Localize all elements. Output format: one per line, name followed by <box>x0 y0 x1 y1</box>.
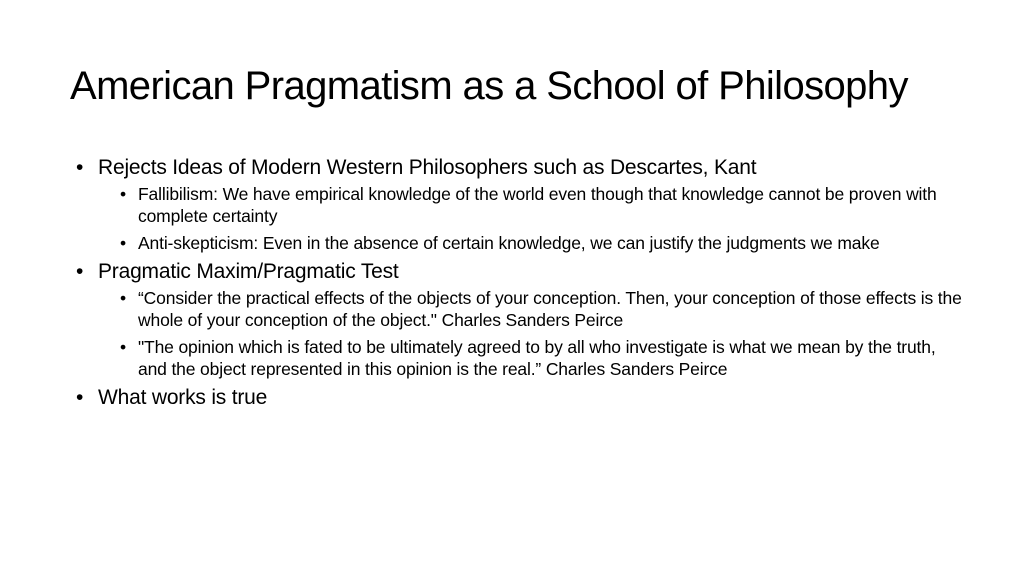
list-item-text: Rejects Ideas of Modern Western Philosophers such as Descartes, Kant <box>98 156 757 179</box>
sub-list-item <box>118 287 962 331</box>
sub-list-item-text: "The opinion which is fated to be ultimately agreed to by all who investigate is what we mean by the truth, and the object represented in this opinion is the real.” Charles Sanders Peirce <box>138 337 936 379</box>
bullet-icon: • <box>76 386 84 409</box>
bullet-list <box>72 155 962 411</box>
list-item <box>72 155 962 254</box>
sub-list-item-text: Fallibilism: We have empirical knowledge of the world even though that knowledge cannot be proven with complete certainty <box>138 184 937 226</box>
sub-list-item <box>118 336 962 380</box>
slide-body <box>72 155 962 415</box>
sub-list-item <box>118 183 962 227</box>
bullet-icon: • <box>76 156 84 179</box>
slide-title: American Pragmatism as a School of Philosophy <box>70 64 908 108</box>
bullet-icon: • <box>120 337 126 357</box>
list-item <box>72 385 962 411</box>
list-item <box>72 259 962 380</box>
list-item-text: Pragmatic Maxim/Pragmatic Test <box>98 260 399 283</box>
sub-list-item-text: “Consider the practical effects of the objects of your conception. Then, your conception of those effects is the whole of your conception of the object." Charles Sanders Peirce <box>138 288 962 330</box>
bullet-icon: • <box>120 233 126 253</box>
bullet-icon: • <box>120 288 126 308</box>
sub-bullet-list <box>98 287 962 380</box>
sub-list-item-text: Anti-skepticism: Even in the absence of certain knowledge, we can justify the judgments we make <box>138 233 880 253</box>
bullet-icon: • <box>76 260 84 283</box>
bullet-icon: • <box>120 184 126 204</box>
list-item-text: What works is true <box>98 386 268 409</box>
sub-bullet-list <box>98 183 962 254</box>
sub-list-item <box>118 232 962 254</box>
